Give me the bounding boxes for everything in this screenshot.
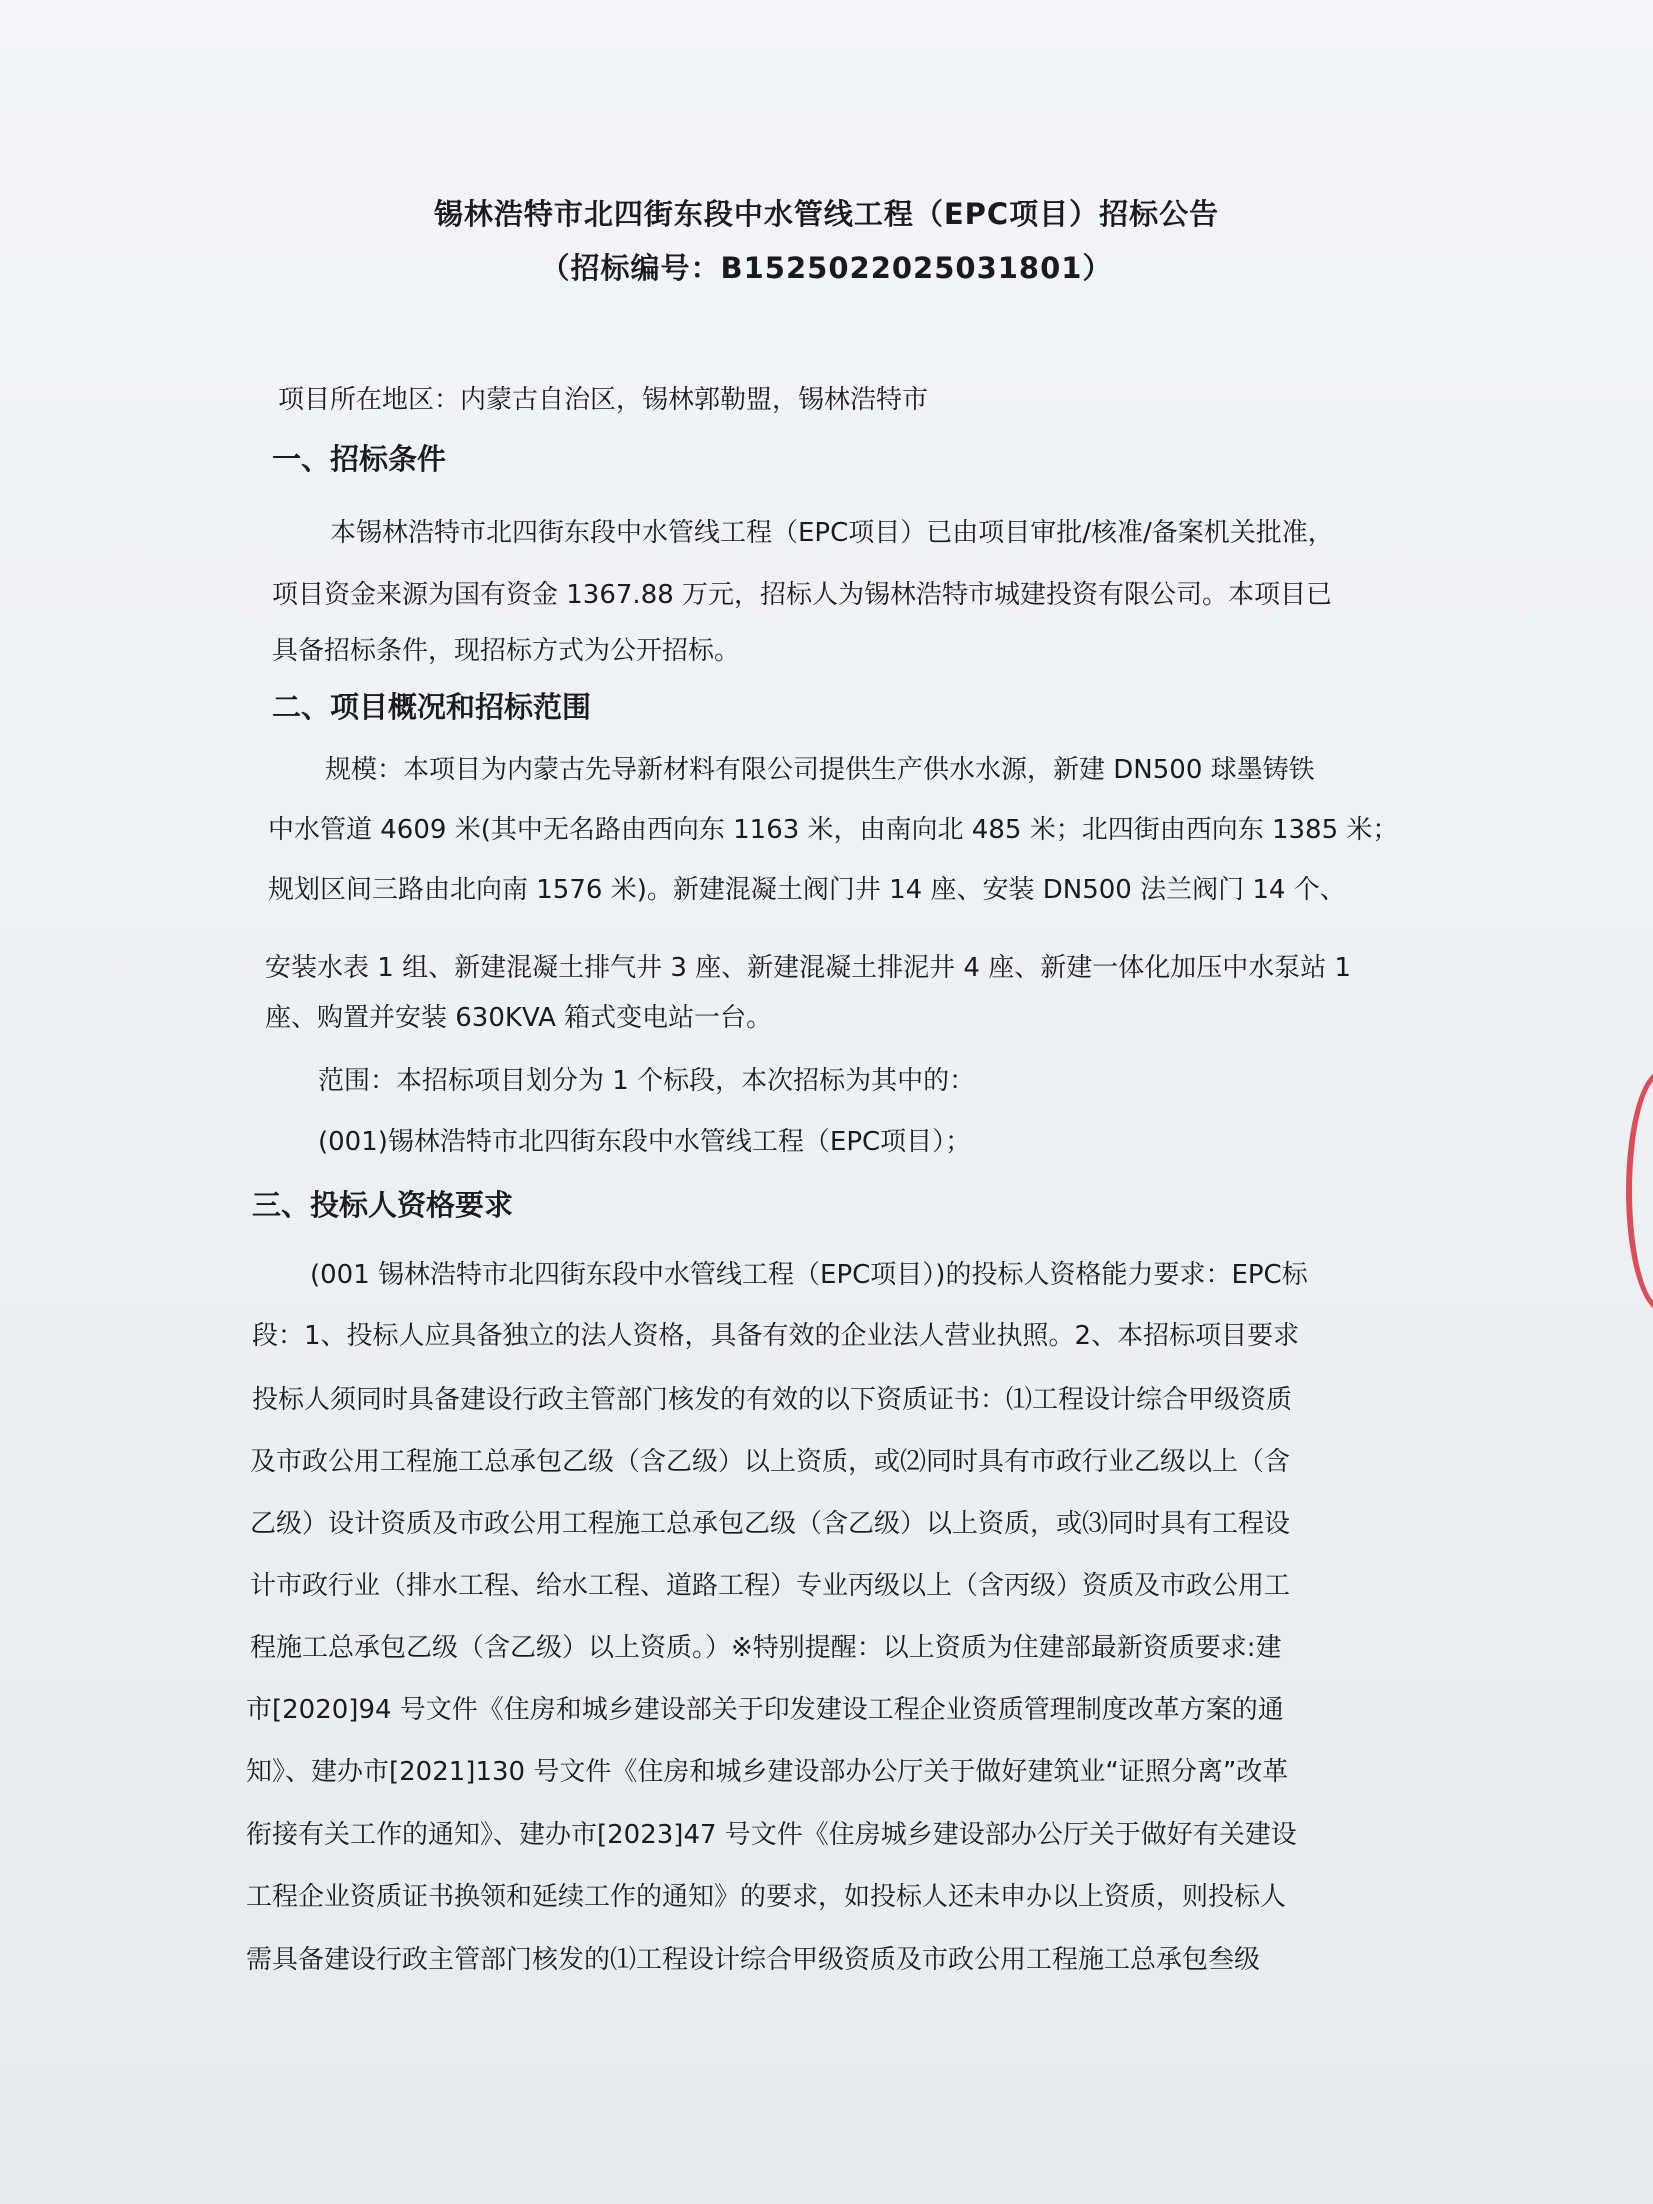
paragraph-line: 本锡林浩特市北四街东段中水管线工程（EPC项目）已由项目审批/核准/备案机关批准， [330, 518, 1334, 548]
paragraph-line: 座、购置并安装 630KVA 箱式变电站一台。 [265, 1003, 773, 1033]
section-heading: 三、投标人资格要求 [252, 1188, 514, 1222]
paragraph-line: 项目资金来源为国有资金 1367.88 万元，招标人为锡林浩特市城建投资有限公司。本项目已 [272, 580, 1333, 610]
paragraph-line: 安装水表 1 组、新建混凝土排气井 3 座、新建混凝土排泥井 4 座、新建一体化加压中水泵站 1 [265, 953, 1352, 983]
paragraph-line: 段：1、投标人应具备独立的法人资格，具备有效的企业法人营业执照。2、本招标项目要求 [252, 1321, 1300, 1351]
paragraph-line: 规划区间三路由北向南 1576 米)。新建混凝土阀门井 14 座、安装 DN500 法兰阀门 14 个、 [268, 875, 1346, 905]
paragraph-line: 乙级）设计资质及市政公用工程施工总承包乙级（含乙级）以上资质，或⑶同时具有工程设 [250, 1509, 1291, 1539]
paragraph-line: (001 锡林浩特市北四街东段中水管线工程（EPC项目）)的投标人资格能力要求：EPC标 [310, 1260, 1308, 1290]
red-seal-stamp [1626, 1070, 1653, 1312]
paragraph-line: 规模：本项目为内蒙古先导新材料有限公司提供生产供水水源，新建 DN500 球墨铸铁 [325, 755, 1315, 785]
paragraph-line: 程施工总承包乙级（含乙级）以上资质。）※特别提醒：以上资质为住建部最新资质要求:建 [250, 1633, 1282, 1663]
paragraph-line: 市[2020]94 号文件《住房和城乡建设部关于印发建设工程企业资质管理制度改革方案的通 [246, 1695, 1284, 1725]
section-heading: 二、项目概况和招标范围 [272, 690, 592, 724]
paragraph-line: 计市政行业（排水工程、给水工程、道路工程）专业丙级以上（含丙级）资质及市政公用工 [250, 1571, 1291, 1601]
paragraph-line: 范围：本招标项目划分为 1 个标段，本次招标为其中的： [318, 1066, 976, 1096]
paragraph-line: 需具备建设行政主管部门核发的⑴工程设计综合甲级资质及市政公用工程施工总承包叁级 [246, 1945, 1261, 1975]
project-location: 项目所在地区：内蒙古自治区，锡林郭勒盟，锡林浩特市 [278, 385, 929, 415]
tender-number: （招标编号：B1525022025031801） [540, 251, 1113, 285]
paragraph-line: 衔接有关工作的通知》、建办市[2023]47 号文件《住房城乡建设部办公厅关于做好有关建设 [246, 1820, 1297, 1850]
document-title: 锡林浩特市北四街东段中水管线工程（EPC项目）招标公告 [433, 197, 1220, 231]
paragraph-line: 投标人须同时具备建设行政主管部门核发的有效的以下资质证书：⑴工程设计综合甲级资质 [252, 1385, 1293, 1415]
section-heading: 一、招标条件 [272, 442, 447, 476]
paragraph-line: 工程企业资质证书换领和延续工作的通知》的要求，如投标人还未申办以上资质，则投标人 [246, 1882, 1287, 1912]
paragraph-line: 具备招标条件，现招标方式为公开招标。 [272, 636, 741, 666]
paragraph-line: 知》、建办市[2021]130 号文件《住房和城乡建设部办公厅关于做好建筑业“证照分离”改革 [246, 1757, 1289, 1787]
paragraph-line: 及市政公用工程施工总承包乙级（含乙级）以上资质，或⑵同时具有市政行业乙级以上（含 [250, 1447, 1291, 1477]
paragraph-line: 中水管道 4609 米(其中无名路由西向东 1163 米，由南向北 485 米；北四街由西向东 1385 米； [268, 815, 1399, 845]
paragraph-line: (001)锡林浩特市北四街东段中水管线工程（EPC项目）； [318, 1127, 972, 1157]
